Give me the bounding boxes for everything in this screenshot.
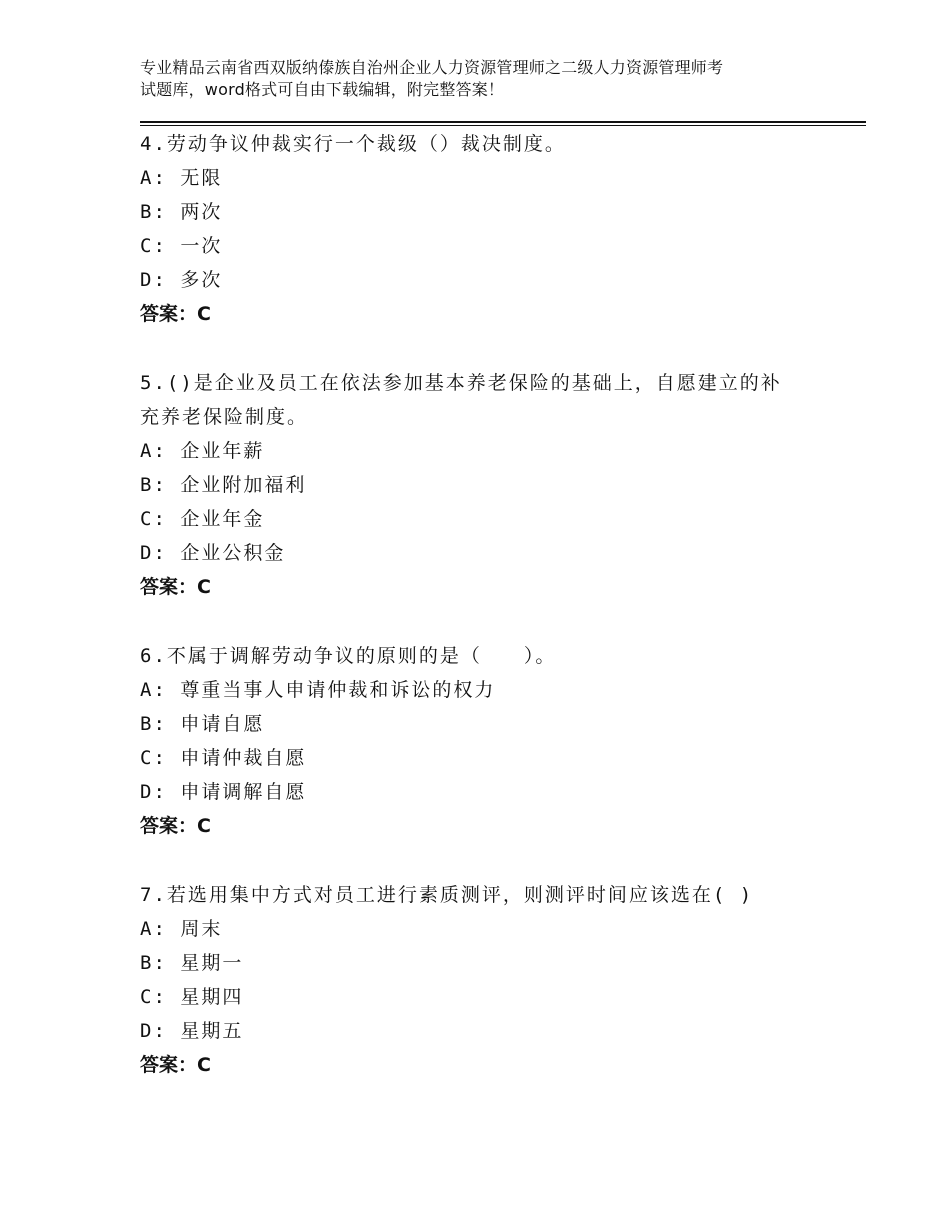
option-b: B: 申请自愿 bbox=[140, 713, 265, 735]
question-text: 6.不属于调解劳动争议的原则的是（ ）。 bbox=[140, 645, 557, 667]
option-c: C: 申请仲裁自愿 bbox=[140, 747, 307, 769]
question-block-6 bbox=[140, 639, 840, 843]
option-a: A: 企业年薪 bbox=[140, 440, 265, 462]
option-b: B: 两次 bbox=[140, 201, 223, 223]
option-c: C: 一次 bbox=[140, 235, 223, 257]
option-c: C: 企业年金 bbox=[140, 508, 265, 530]
option-d: D: 申请调解自愿 bbox=[140, 781, 307, 803]
header-line-1: 专业精品云南省西双版纳傣族自治州企业人力资源管理师之二级人力资源管理师考 bbox=[140, 58, 724, 77]
option-a: A: 周末 bbox=[140, 918, 223, 940]
header-divider-thick bbox=[140, 121, 866, 123]
question-text-line-1: 5.()是企业及员工在依法参加基本养老保险的基础上，自愿建立的补 bbox=[140, 372, 782, 394]
document-header bbox=[140, 57, 830, 101]
option-c: C: 星期四 bbox=[140, 986, 244, 1008]
option-b: B: 星期一 bbox=[140, 952, 244, 974]
header-line-2: 试题库，word格式可自由下载编辑，附完整答案！ bbox=[140, 80, 505, 99]
answer-line: 答案：C bbox=[140, 1054, 211, 1076]
question-block-7 bbox=[140, 878, 840, 1082]
answer-line: 答案：C bbox=[140, 303, 211, 325]
option-a: A: 无限 bbox=[140, 167, 223, 189]
answer-line: 答案：C bbox=[140, 576, 211, 598]
answer-line: 答案：C bbox=[140, 815, 211, 837]
question-block-5 bbox=[140, 366, 840, 604]
question-text: 4.劳动争议仲裁实行一个裁级（）裁决制度。 bbox=[140, 133, 566, 155]
option-d: D: 多次 bbox=[140, 269, 223, 291]
question-block-4 bbox=[140, 127, 840, 331]
option-a: A: 尊重当事人申请仲裁和诉讼的权力 bbox=[140, 679, 496, 701]
question-text: 7.若选用集中方式对员工进行素质测评，则测评时间应该选在( ) bbox=[140, 884, 754, 906]
option-b: B: 企业附加福利 bbox=[140, 474, 307, 496]
header-divider-thin bbox=[140, 125, 866, 126]
option-d: D: 企业公积金 bbox=[140, 542, 286, 564]
option-d: D: 星期五 bbox=[140, 1020, 244, 1042]
question-text-line-2: 充养老保险制度。 bbox=[140, 406, 309, 428]
